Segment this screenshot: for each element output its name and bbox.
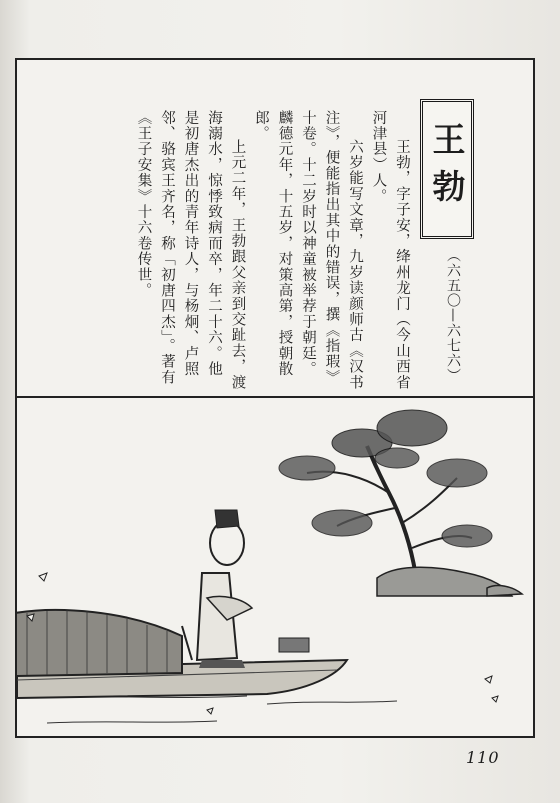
wang-bo-figure <box>197 510 252 668</box>
life-years: （六五〇—六七六） <box>445 248 461 383</box>
title-box <box>420 99 474 239</box>
bio-paragraph-1: 王勃，字子安，绛州龙门（今山西省河津县）人。 <box>370 110 410 391</box>
illustration <box>17 398 533 736</box>
bio-paragraph-2: 六岁能写文章，九岁读颜师古《汉书注》，便能指出其中的错误，撰《指瑕》十卷。十二岁时以神童被举荐于朝廷。麟德元年，十五岁，对策高第，授朝散郎。 <box>253 110 363 391</box>
page-title: 王勃 <box>427 122 467 216</box>
page-number: 110 <box>466 748 500 767</box>
tree-foliage <box>279 410 492 547</box>
boat <box>17 610 347 698</box>
bio-paragraph-3: 上元二年，王勃跟父亲到交趾去，渡海溺水，惊悸致病而卒，年二十六。他是初唐杰出的青年诗人，与杨炯、卢照邻、骆宾王齐名，称「初唐四杰」。著有《王子安集》十六卷传世。 <box>135 110 246 391</box>
biography-text <box>135 110 413 392</box>
illustration-drawing <box>17 398 533 736</box>
shore-rocks <box>377 567 522 596</box>
